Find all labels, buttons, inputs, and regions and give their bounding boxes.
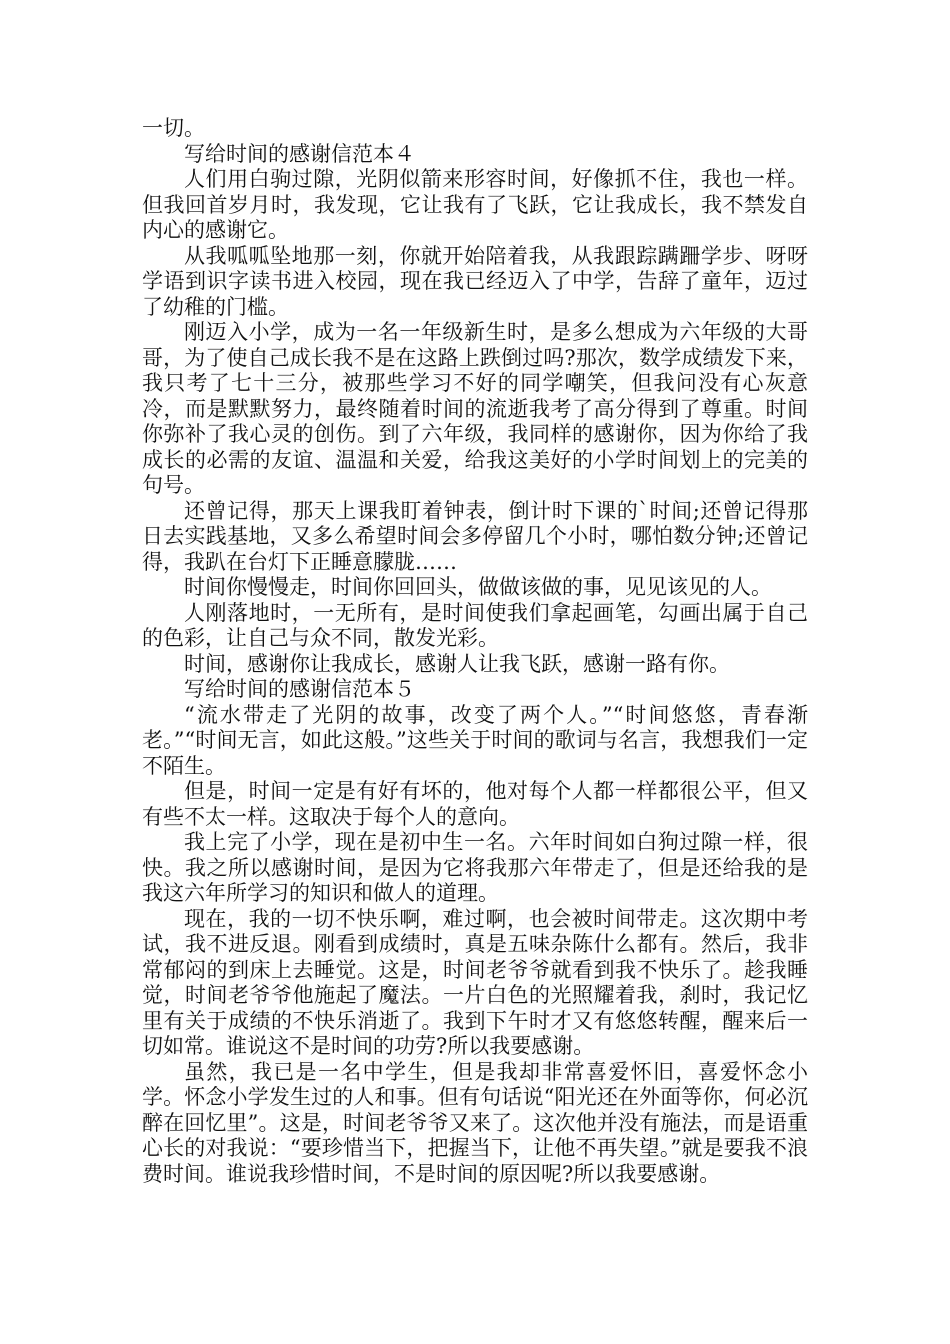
section-heading-5: 写给时间的感谢信范本５ [184,677,415,701]
section-heading-4: 写给时间的感谢信范本４ [184,141,415,166]
paragraph: 虽然，我已是一名中学生，但是我却非常喜爱怀旧，喜爱怀念小学。怀念小学发生过的人和事。但有句话说“阳光还在外面等你，何必沉醉在回忆里”。这是，时间老爷爷又来了。这次他并没有施法，而是语重心长的对我说：“要珍惜当下，把握当下，让他不再失望。”就是要我不浪费时间。谁说我珍惜时间，不是时间的原因呢?所以我要感谢。 [142,1059,808,1186]
document-body [142,116,808,1187]
paragraph: 从我呱呱坠地那一刻，你就开始陪着我，从我跟踪蹒跚学步、呀呀学语到识字读书进入校园，现在我已经迈入了中学，告辞了童年，迈过了幼稚的门槛。 [142,243,808,319]
paragraph: 时间，感谢你让我成长，感谢人让我飞跃，感谢一路有你。 [184,651,730,676]
paragraph: 刚迈入小学，成为一名一年级新生时，是多么想成为六年级的大哥哥，为了使自己成长我不是在这路上跌倒过吗?那次，数学成绩发下来，我只考了七十三分，被那些学习不好的同学嘲笑，但我问没有心灰意冷，而是默默努力，最终随着时间的流逝我考了高分得到了尊重。时间你弥补了我心灵的创伤。到了六年级，我同样的感谢你，因为你给了我成长的必需的友谊、温温和关爱，给我这美好的小学时间划上的完美的句号。 [142,320,808,497]
paragraph-continuation: 一切。 [142,116,205,140]
paragraph: “流水带走了光阴的故事，改变了两个人。”“时间悠悠，青春渐老。”“时间无言，如此这般。”这些关于时间的歌词与名言，我想我们一定不陌生。 [142,702,808,778]
paragraph: 现在，我的一切不快乐啊，难过啊，也会被时间带走。这次期中考试，我不进反退。刚看到成绩时，真是五味杂陈什么都有。然后，我非常郁闷的到床上去睡觉。这是，时间老爷爷就看到我不快乐了。趁我睡觉，时间老爷爷他施起了魔法。一片白色的光照耀着我，刹时，我记忆里有关于成绩的不快乐消逝了。我到下午时才又有悠悠转醒，醒来后一切如常。谁说这不是时间的功劳?所以我要感谢。 [142,906,808,1058]
paragraph: 我上完了小学，现在是初中生一名。六年时间如白狗过隙一样，很快。我之所以感谢时间，是因为它将我那六年带走了，但是还给我的是我这六年所学习的知识和做人的道理。 [142,830,808,905]
paragraph: 时间你慢慢走，时间你回回头，做做该做的事，见见该见的人。 [184,575,772,599]
paragraph: 还曾记得，那天上课我盯着钟表，倒计时下课的`时间;还曾记得那日去实践基地，又多么希望时间会多停留几个小时，哪怕数分钟;还曾记得，我趴在台灯下正睡意朦胧…… [142,498,808,574]
paragraph: 人们用白驹过隙，光阴似箭来形容时间，好像抓不住，我也一样。但我回首岁月时，我发现，它让我有了飞跃，它让我成长，我不禁发自内心的感谢它。 [142,167,808,242]
paragraph: 人刚落地时，一无所有，是时间使我们拿起画笔，勾画出属于自己的色彩，让自己与众不同，散发光彩。 [142,600,808,650]
paragraph: 但是，时间一定是有好有坏的，他对每个人都一样都很公平，但又有些不太一样。这取决于每个人的意向。 [142,779,808,829]
